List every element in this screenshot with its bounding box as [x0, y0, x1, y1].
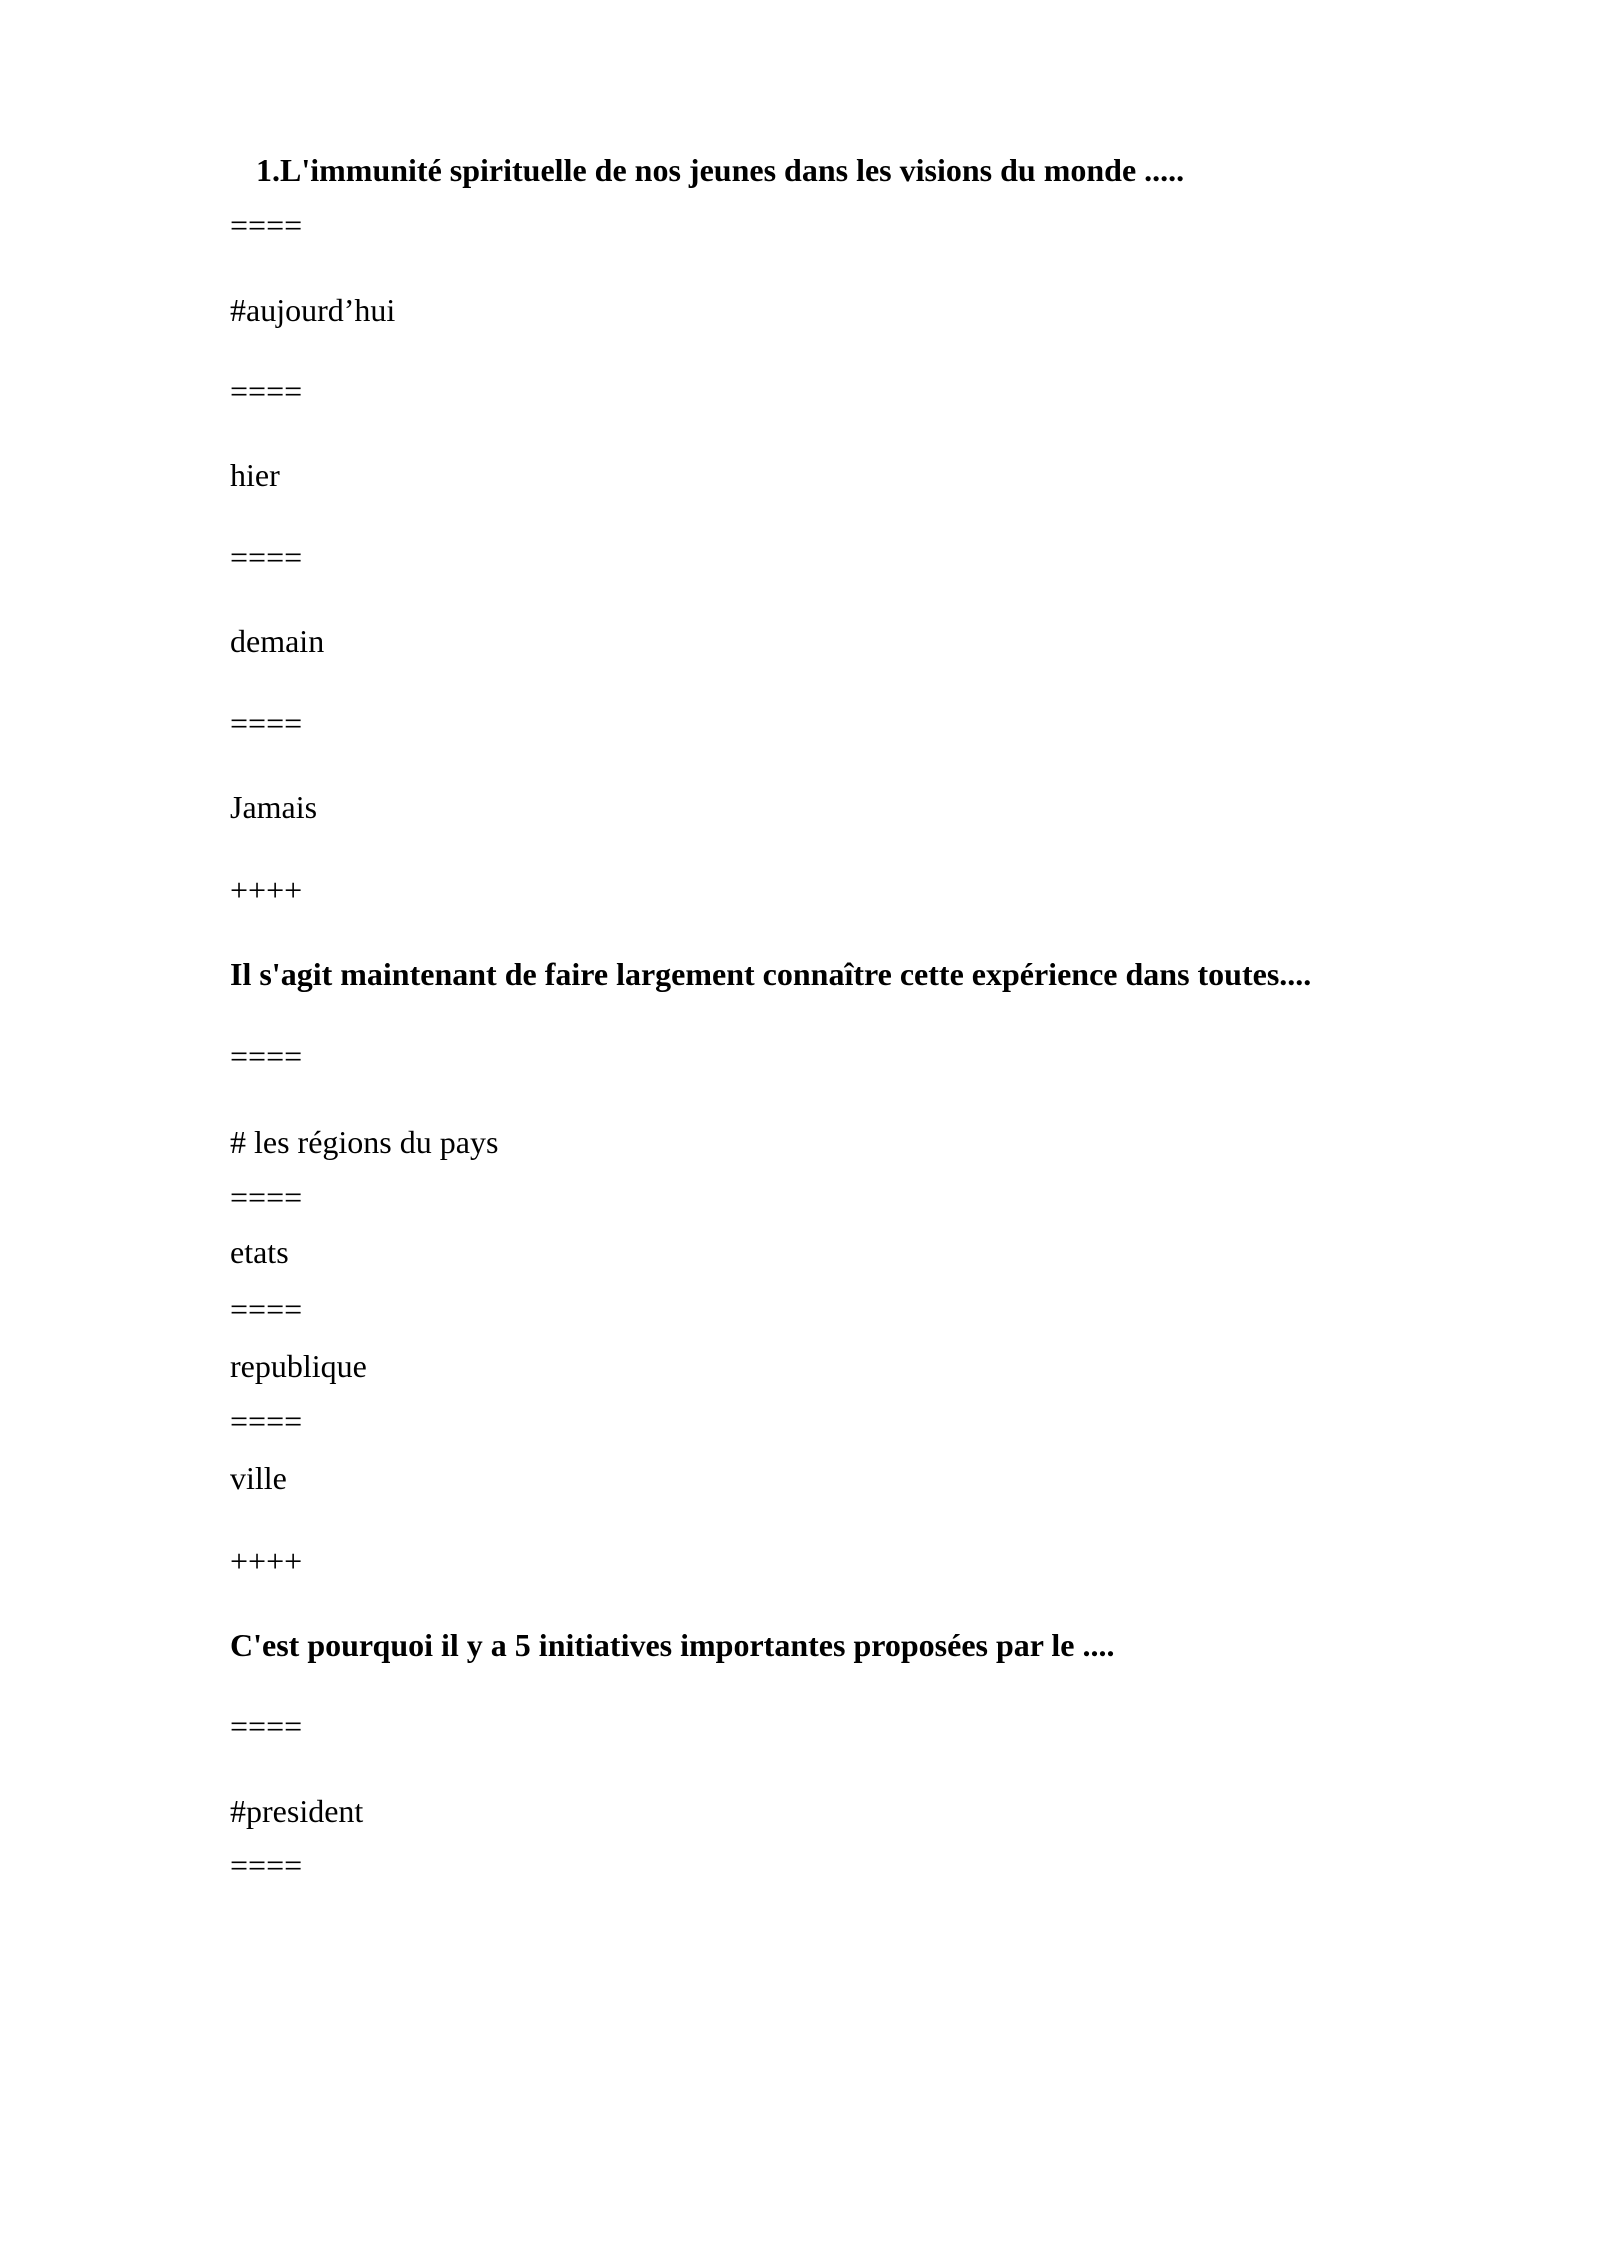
option-separator: ==== [230, 1847, 303, 1883]
answer-option: demain [230, 623, 325, 659]
question-separator: ++++ [230, 1543, 303, 1579]
option-separator: ==== [230, 539, 303, 575]
question-prompt: 1.L'immunité spirituelle de nos jeunes dans les visions du monde ..... [256, 152, 1185, 188]
option-separator: ==== [230, 1708, 303, 1744]
question-prompt: Il s'agit maintenant de faire largement connaître cette expérience dans toutes.... [230, 956, 1312, 992]
answer-option: hier [230, 457, 280, 493]
answer-option: Jamais [230, 789, 318, 825]
option-separator: ==== [230, 1403, 303, 1439]
option-separator: ==== [230, 373, 303, 409]
answer-option: #president [230, 1793, 364, 1829]
answer-option: republique [230, 1348, 367, 1384]
answer-option: # les régions du pays [230, 1124, 499, 1160]
question-prompt: C'est pourquoi il y a 5 initiatives importantes proposées par le .... [230, 1627, 1115, 1663]
option-separator: ==== [230, 1291, 303, 1327]
answer-option: etats [230, 1234, 289, 1270]
option-separator: ==== [230, 1179, 303, 1215]
option-separator: ==== [230, 207, 303, 243]
answer-option: #aujourd’hui [230, 292, 396, 328]
option-separator: ==== [230, 705, 303, 741]
option-separator: ==== [230, 1038, 303, 1074]
answer-option: ville [230, 1460, 287, 1496]
question-separator: ++++ [230, 872, 303, 908]
